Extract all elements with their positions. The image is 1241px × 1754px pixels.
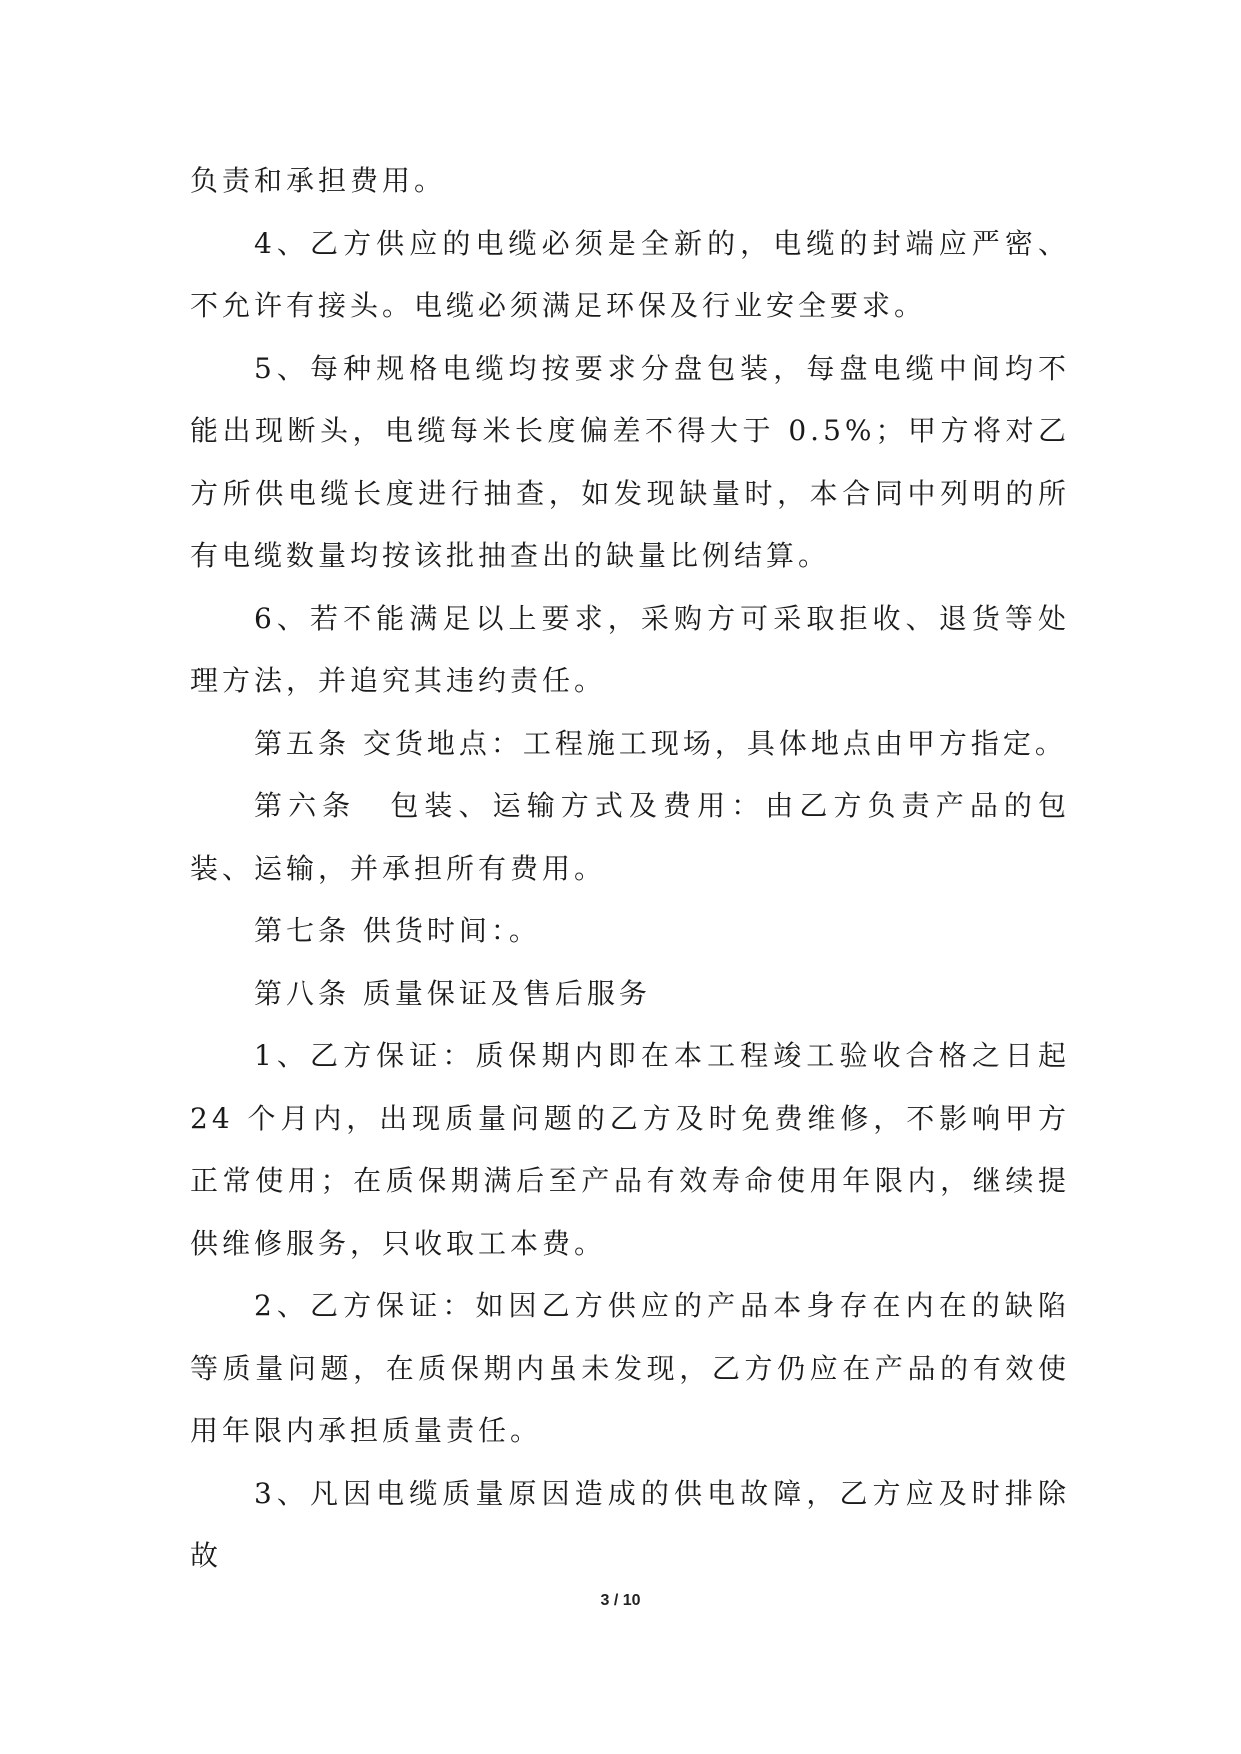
article-5-delivery-location: 第五条 交货地点：工程施工现场，具体地点由甲方指定。 xyxy=(254,726,1067,760)
page-number: 3 / 10 xyxy=(600,1592,641,1609)
paragraph-clause-6: 6、若不能满足以上要求，采购方可采取拒收、退货等处理方法，并追究其违约责任。 xyxy=(190,601,1070,697)
article-7-delivery-time: 第七条 供货时间：。 xyxy=(254,914,541,947)
document-body xyxy=(190,150,1070,1588)
paragraph-clause-5: 5、每种规格电缆均按要求分盘包装，每盘电缆中间均不能出现断头，电缆每米长度偏差不得大于 0.5%；甲方将对乙方所供电缆长度进行抽查，如发现缺量时，本合同中列明的所有电缆数量均按该批抽查出的缺量比例结算。 xyxy=(190,351,1070,572)
paragraph-warranty-3: 3、凡因电缆质量原因造成的供电故障，乙方应及时排除故 xyxy=(190,1476,1070,1572)
article-8-heading: 第八条 质量保证及售后服务 xyxy=(254,976,651,1010)
article-6-packaging-transport: 第六条 包装、运输方式及费用：由乙方负责产品的包装、运输，并承担所有费用。 xyxy=(190,789,1070,885)
paragraph-continuation: 负责和承担费用。 xyxy=(190,164,447,197)
paragraph-clause-4: 4、乙方供应的电缆必须是全新的，电缆的封端应严密、不允许有接头。电缆必须满足环保及行业安全要求。 xyxy=(190,226,1070,322)
paragraph-warranty-1: 1、乙方保证：质保期内即在本工程竣工验收合格之日起 24 个月内，出现质量问题的乙方及时免费维修，不影响甲方正常使用；在质保期满后至产品有效寿命使用年限内，继续提供维修服务，只收取工本费。 xyxy=(190,1039,1070,1260)
paragraph-warranty-2: 2、乙方保证：如因乙方供应的产品本身存在内在的缺陷等质量问题，在质保期内虽未发现，乙方仍应在产品的有效使用年限内承担质量责任。 xyxy=(190,1289,1070,1447)
